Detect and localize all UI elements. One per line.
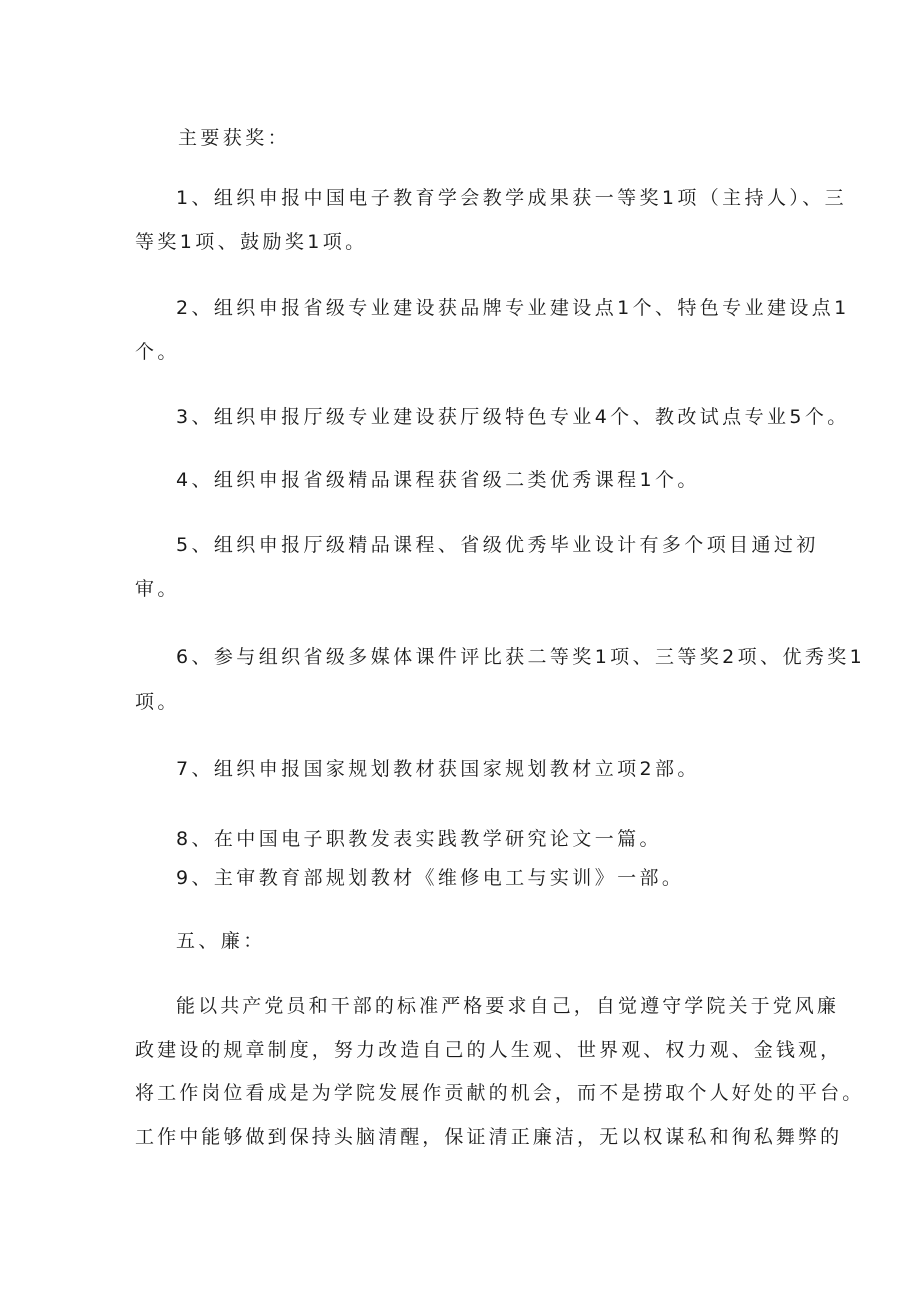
award-7-line-1: 7、组织申报国家规划教材获国家规划教材立项2部。 — [176, 758, 700, 780]
section-paragraph-line-1: 能以共产党员和干部的标准严格要求自己，自觉遵守学院关于党风廉 — [176, 995, 840, 1017]
award-6-line-1: 6、参与组织省级多媒体课件评比获二等奖1项、三等奖2项、优秀奖1 — [176, 646, 866, 668]
award-9-line-1: 9、主审教育部规划教材《维修电工与实训》一部。 — [176, 867, 685, 889]
award-4-line-1: 4、组织申报省级精品课程获省级二类优秀课程1个。 — [176, 469, 700, 491]
section-paragraph-line-3: 将工作岗位看成是为学院发展作贡献的机会，而不是捞取个人好处的平台。 — [135, 1082, 865, 1104]
section-paragraph-line-2: 政建设的规章制度，努力改造自己的人生观、世界观、权力观、金钱观， — [135, 1039, 843, 1061]
section-heading: 五、廉： — [176, 930, 266, 952]
award-5-line-1: 5、组织申报厅级精品课程、省级优秀毕业设计有多个项目通过初 — [176, 534, 819, 556]
awards-heading: 主要获奖： — [178, 127, 291, 149]
award-2-line-2: 个。 — [135, 341, 180, 363]
award-2-line-1: 2、组织申报省级专业建设获品牌专业建设点1个、特色专业建设点1 — [176, 297, 850, 319]
award-1-line-1: 1、组织申报中国电子教育学会教学成果获一等奖1项（主持人）、三 — [176, 187, 848, 209]
award-6-line-2: 项。 — [135, 691, 180, 713]
award-3-line-1: 3、组织申报厅级专业建设获厅级特色专业4个、教改试点专业5个。 — [176, 406, 850, 428]
section-paragraph-line-4: 工作中能够做到保持头脑清醒，保证清正廉洁，无以权谋私和徇私舞弊的 — [135, 1126, 843, 1148]
award-5-line-2: 审。 — [135, 578, 180, 600]
award-1-line-2: 等奖1项、鼓励奖1项。 — [135, 231, 368, 253]
award-8-line-1: 8、在中国电子职教发表实践教学研究论文一篇。 — [176, 828, 662, 850]
